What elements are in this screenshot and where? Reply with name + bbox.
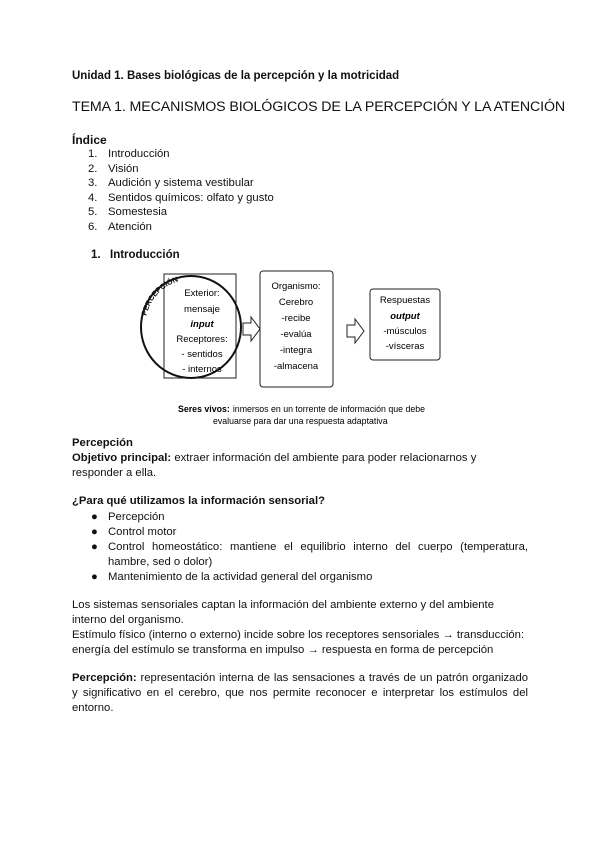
index-item-label: Somestesia xyxy=(108,206,168,219)
index-item xyxy=(88,176,274,191)
arrow-right-icon xyxy=(347,319,364,343)
index-item xyxy=(88,191,274,206)
perception-heading: Percepción xyxy=(72,437,133,449)
exterior-line: Receptores: xyxy=(176,334,228,345)
list-item-text: Mantenimiento de la actividad general del organismo xyxy=(108,571,373,583)
exterior-title: Exterior: xyxy=(184,288,220,299)
organism-line: -recibe xyxy=(281,313,311,324)
organism-line: Cerebro xyxy=(278,297,314,308)
organism-line: -integra xyxy=(279,345,313,356)
index-item-label: Introducción xyxy=(108,148,170,160)
caption-rest: inmersos en un torrente de información que debe xyxy=(232,404,426,414)
objective-label: Objetivo principal: xyxy=(72,452,172,464)
sensory-systems-paragraph: Los sistemas sensoriales captan la información del ambiente externo y del ambiente interno del organismo. xyxy=(72,599,494,626)
index-item-number: 2. xyxy=(88,162,98,175)
arrow-right-icon xyxy=(243,317,260,341)
response-title: Respuestas xyxy=(379,295,431,306)
perception-definition xyxy=(72,671,528,716)
index-item xyxy=(88,162,274,177)
section-heading xyxy=(91,249,180,261)
organism-line: -evalúa xyxy=(280,329,312,340)
index-item-label: Sentidos químicos: olfato y gusto xyxy=(108,191,274,204)
exterior-line: - internos xyxy=(182,364,222,375)
index-item xyxy=(88,147,274,162)
bullet-icon: ● xyxy=(91,571,98,583)
definition-label: Percepción: xyxy=(72,672,137,684)
organism-title: Organismo: xyxy=(271,281,321,292)
section-title: Introducción xyxy=(110,249,180,261)
caption-bold: Seres vivos: xyxy=(178,404,230,414)
index-item-number: 4. xyxy=(88,191,98,204)
index-item-label: Atención xyxy=(108,220,152,233)
objective-paragraph xyxy=(72,451,528,481)
diagram-caption-line2: evaluarse para dar una respuesta adaptativa xyxy=(213,416,388,426)
topic-title: TEMA 1. MECANISMOS BIOLÓGICOS DE LA PERCEPCIÓN Y LA ATENCIÓN xyxy=(72,99,566,115)
uses-list xyxy=(91,510,528,585)
exterior-line: mensaje xyxy=(184,304,220,315)
index-item-label: Visión xyxy=(108,162,139,175)
diagram-caption-line1 xyxy=(178,404,425,414)
index-item-number: 1. xyxy=(88,148,98,160)
response-line: -músculos xyxy=(383,326,427,337)
bullet-icon: ● xyxy=(91,541,98,553)
perception-diagram xyxy=(140,266,460,430)
index-item-number: 6. xyxy=(88,220,98,233)
list-item-text: Control motor xyxy=(108,526,177,538)
index-item-label: Audición y sistema vestibular xyxy=(108,177,254,190)
index-item xyxy=(88,220,274,235)
response-line: -vísceras xyxy=(385,341,425,352)
unit-title: Unidad 1. Bases biológicas de la percepción y la motricidad xyxy=(72,70,400,82)
exterior-line: - sentidos xyxy=(181,349,223,360)
uses-question: ¿Para qué utilizamos la información sensorial? xyxy=(72,495,325,507)
organism-line: -almacena xyxy=(273,361,319,372)
index-item-number: 5. xyxy=(88,206,98,219)
list-item-text: Control homeostático: mantiene el equilibrio interno del cuerpo (temperatura, hambre, sed o dolor) xyxy=(108,541,528,568)
bullet-icon: ● xyxy=(91,511,98,523)
index-title: Índice xyxy=(72,133,107,147)
list-item xyxy=(91,525,528,540)
index-item-number: 3. xyxy=(88,177,98,190)
arc-label: PERCEPCIÓN xyxy=(140,274,180,317)
index-item xyxy=(88,205,274,220)
list-item xyxy=(91,540,528,570)
list-item-text: Percepción xyxy=(108,511,165,523)
response-line: output xyxy=(390,311,420,322)
bullet-icon: ● xyxy=(91,526,98,538)
list-item xyxy=(91,510,528,525)
index-list xyxy=(88,147,274,235)
section-number: 1. xyxy=(91,249,101,261)
list-item xyxy=(91,570,528,585)
definition-text: representación interna de las sensaciones a través de un patrón organizado y significativo en el cerebro, que nos permite reconocer e interpretar los estímulos del entorno. xyxy=(72,672,529,714)
stimulus-paragraph: Estímulo físico (interno o externo) incide sobre los receptores sensoriales → transducción: energía del estímulo se transforma en impulso → respuesta en forma de percepción xyxy=(72,629,525,656)
exterior-line: input xyxy=(190,319,214,330)
objective-text: extraer información del ambiente para poder relacionarnos y responder a ella. xyxy=(72,452,477,479)
